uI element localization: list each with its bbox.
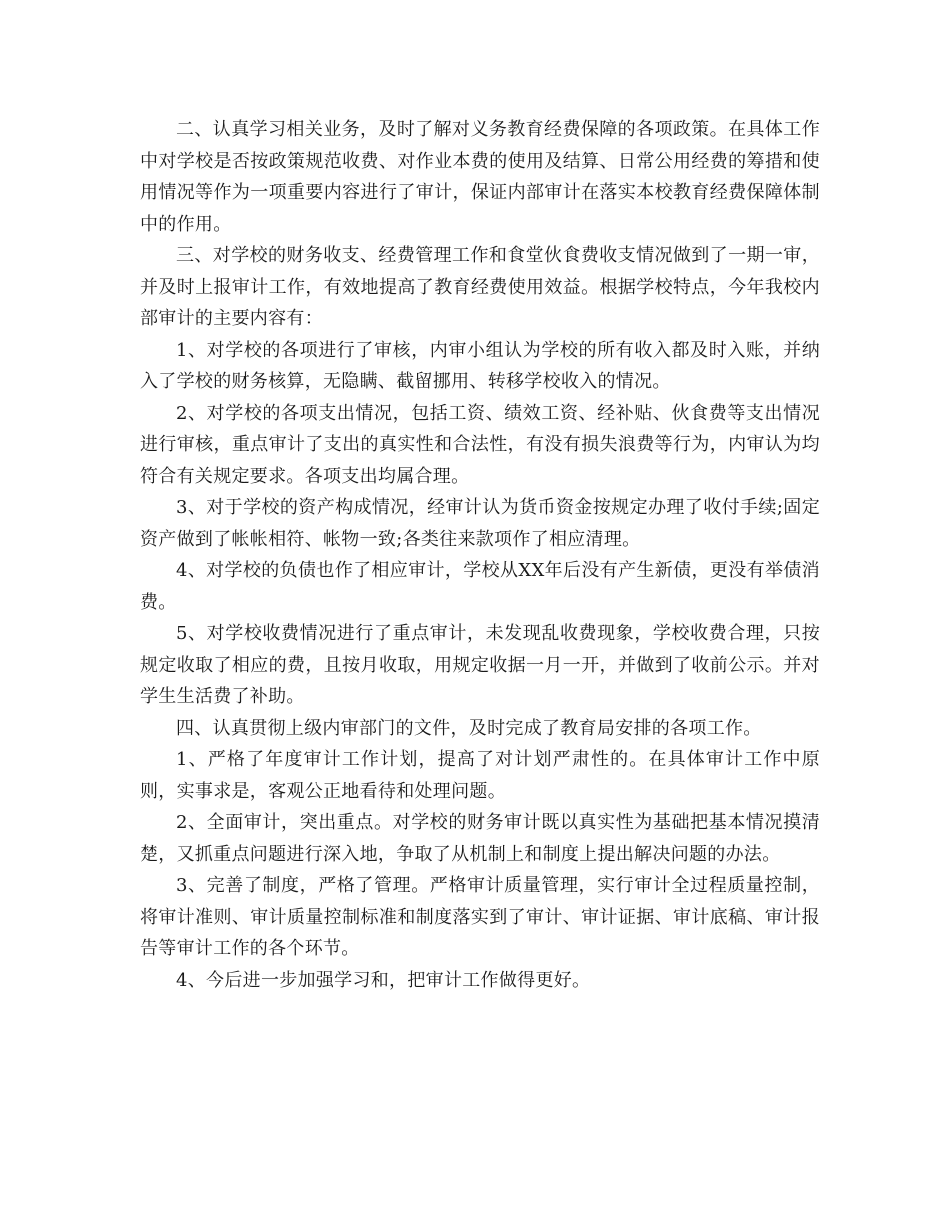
paragraph-item-1-income: 1、对学校的各项进行了审核，内审小组认为学校的所有收入都及时入账，并纳入了学校的财务核算，无隐瞒、截留挪用、转移学校收入的情况。 [140,339,820,392]
paragraph-item-3-system: 3、完善了制度，严格了管理。严格审计质量管理，实行审计全过程质量控制，将审计准则、审计质量控制标准和制度落实到了审计、审计证据、审计底稿、审计报告等审计工作的各个环节。 [140,875,820,959]
paragraph-item-1-plan: 1、严格了年度审计工作计划，提高了对计划严肃性的。在具体审计工作中原则，实事求是，客观公正地看待和处理问题。 [140,749,820,802]
paragraph-section-three: 三、对学校的财务收支、经费管理工作和食堂伙食费收支情况做到了一期一审，并及时上报审计工作，有效地提高了教育经费使用效益。根据学校特点，今年我校内部审计的主要内容有： [140,245,820,329]
paragraph-item-3-assets: 3、对于学校的资产构成情况，经审计认为货币资金按规定办理了收付手续;固定资产做到了帐帐相符、帐物一致;各类往来款项作了相应清理。 [140,497,820,550]
paragraph-item-4-debts: 4、对学校的负债也作了相应审计，学校从XX年后没有产生新债，更没有举债消费。 [140,560,820,613]
document-body [140,114,820,996]
paragraph-item-5-fees: 5、对学校收费情况进行了重点审计，未发现乱收费现象，学校收费合理，只按规定收取了相应的费，且按月收取，用规定收据一月一开，并做到了收前公示。并对学生生活费了补助。 [140,623,820,707]
paragraph-section-four: 四、认真贯彻上级内审部门的文件，及时完成了教育局安排的各项工作。 [176,717,762,739]
paragraph-item-4-future: 4、今后进一步加强学习和，把审计工作做得更好。 [176,969,591,991]
paragraph-item-2-expenses: 2、对学校的各项支出情况，包括工资、绩效工资、经补贴、伙食费等支出情况进行审核，重点审计了支出的真实性和合法性，有没有损失浪费等行为，内审认为均符合有关规定要求。各项支出均属合理。 [140,402,820,487]
paragraph-section-two: 二、认真学习相关业务，及时了解对义务教育经费保障的各项政策。在具体工作中对学校是否按政策规范收费、对作业本费的使用及结算、日常公用经费的筹措和使用情况等作为一项重要内容进行了审计，保证内部审计在落实本校教育经费保障体制中的作用。 [140,119,820,235]
paragraph-item-2-focus: 2、全面审计，突出重点。对学校的财务审计既以真实性为基础把基本情况摸清楚，又抓重点问题进行深入地，争取了从机制上和制度上提出解决问题的办法。 [140,812,820,865]
